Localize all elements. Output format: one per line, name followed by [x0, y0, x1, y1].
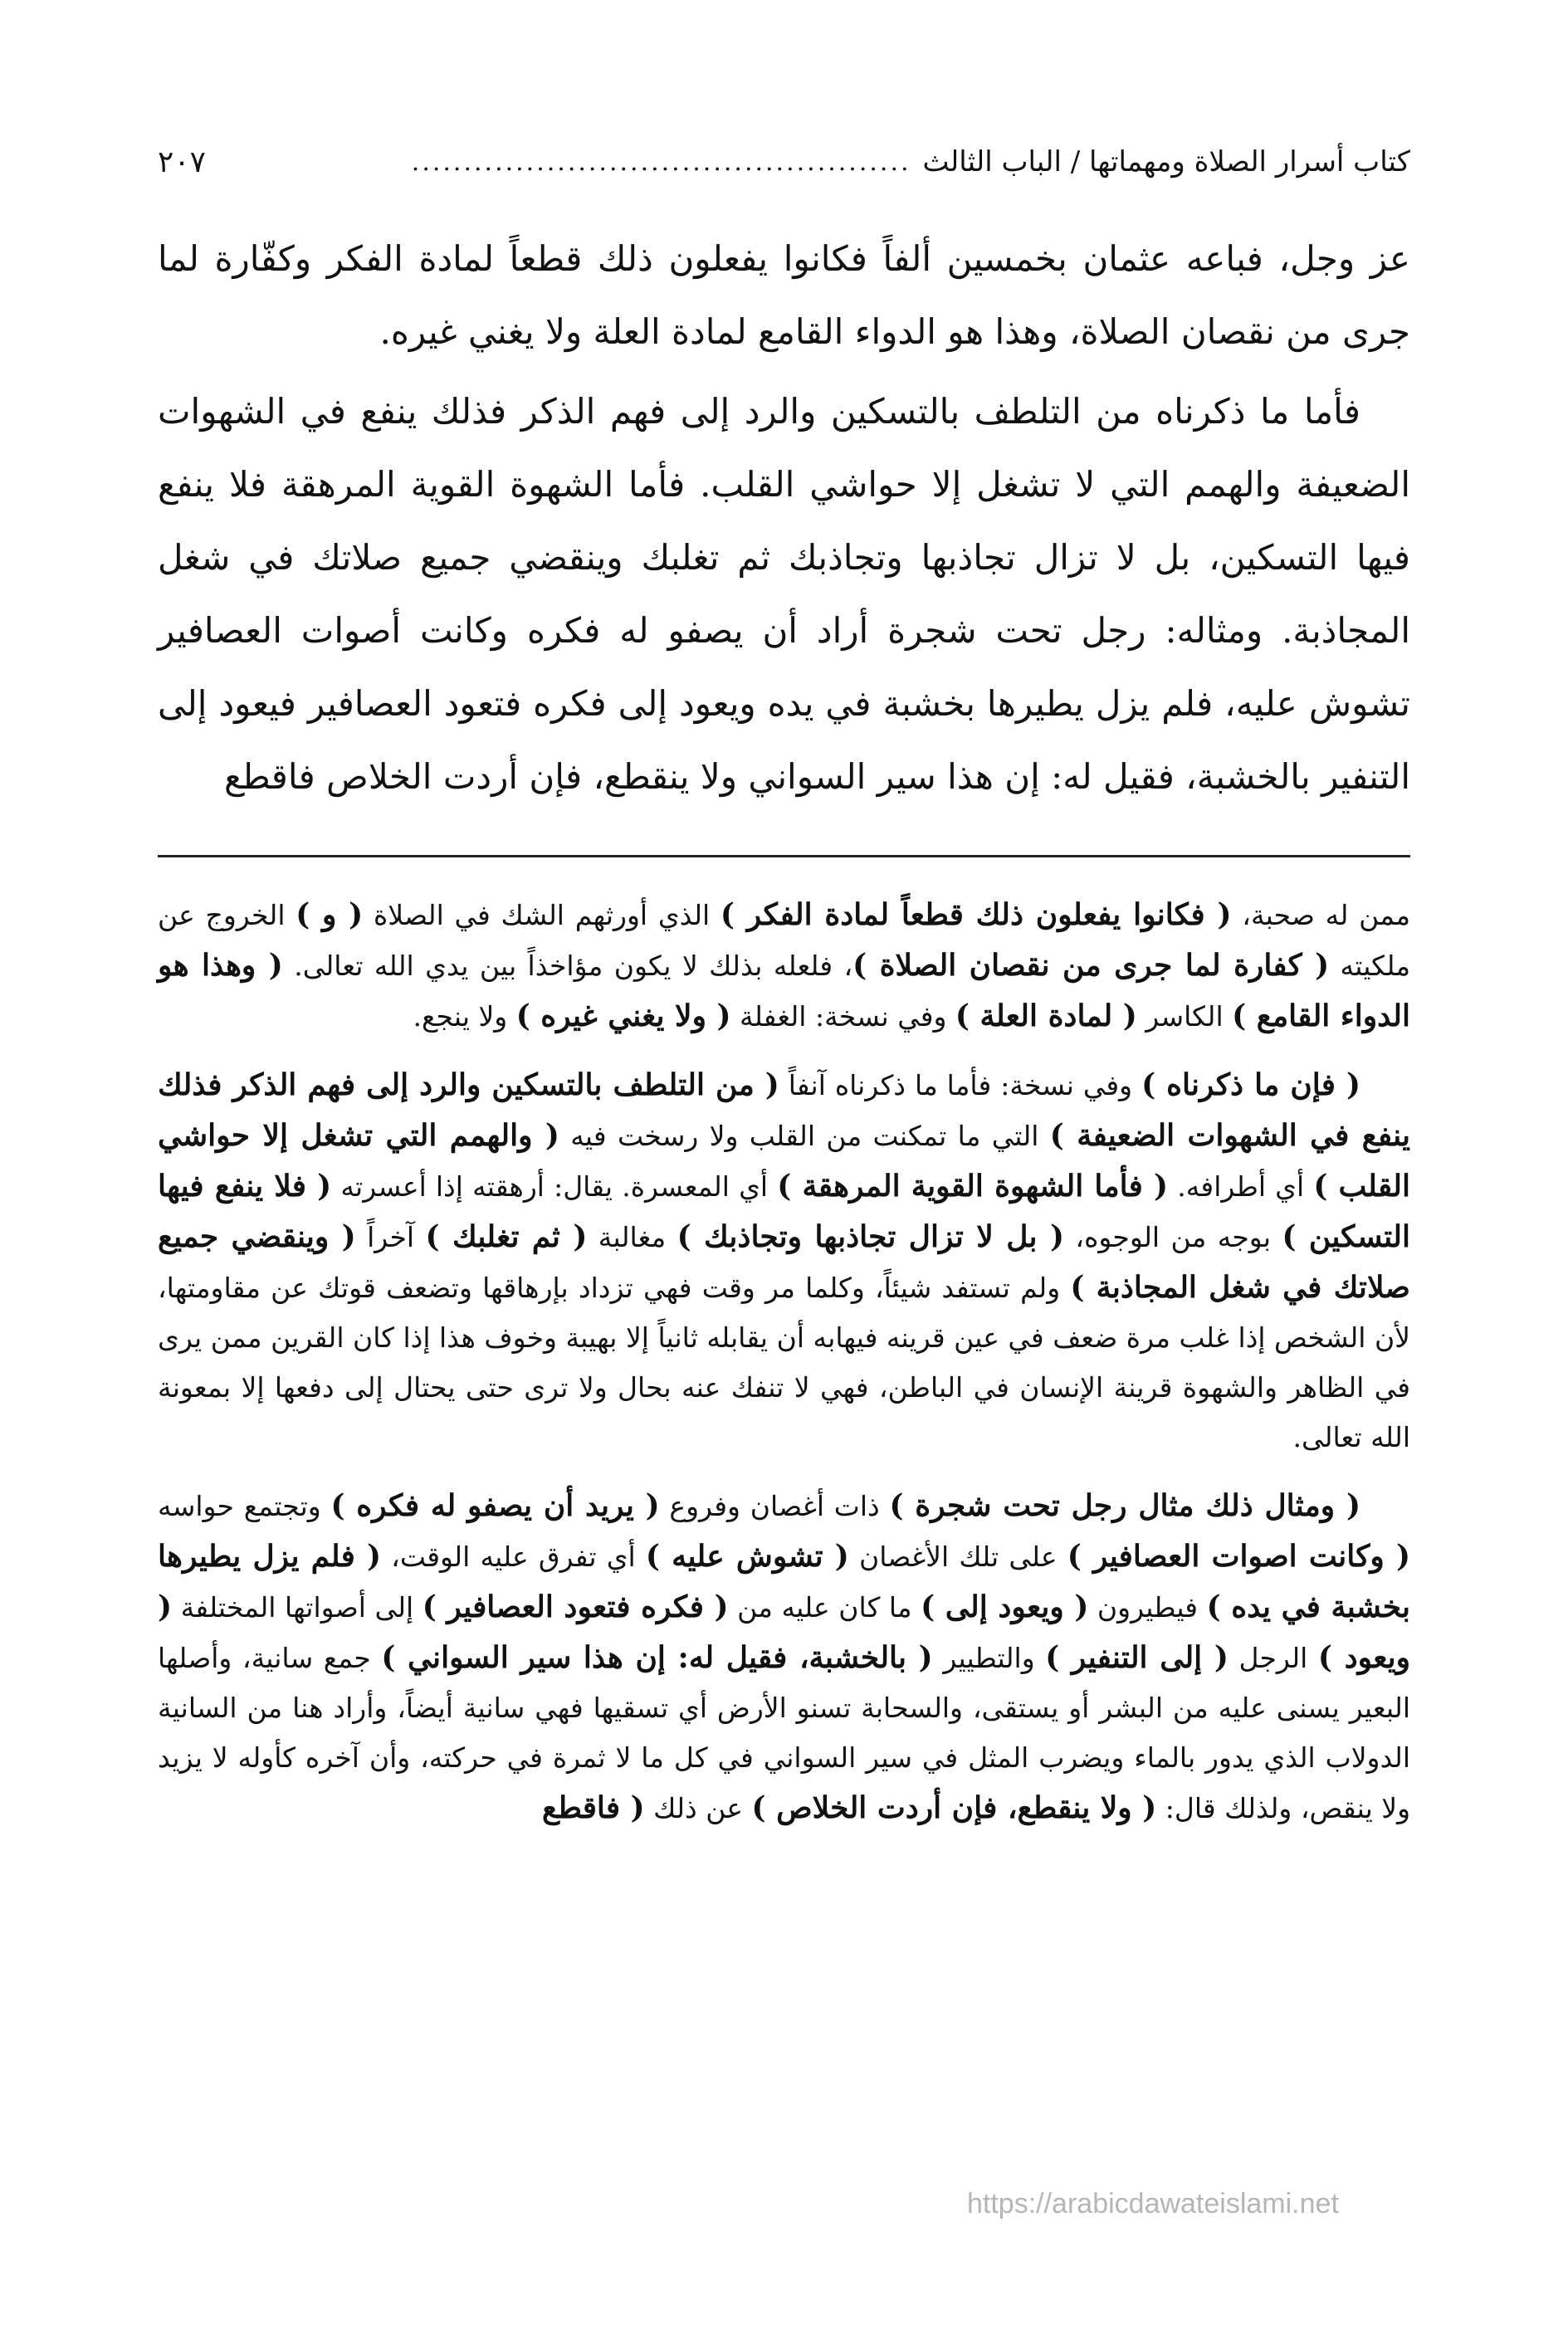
quoted-matn: ( فإن ما ذكرناه ) [1141, 1067, 1361, 1102]
header-title: كتاب أسرار الصلاة ومهماتها / الباب الثالث [922, 145, 1410, 178]
commentary-text: وفي نسخة: فأما ما ذكرناه آنفاً [779, 1069, 1142, 1101]
watermark-url: https://arabicdawateislami.net [967, 2188, 1339, 2219]
quoted-matn: ( ومثال ذلك مثال رجل تحت شجرة ) [889, 1488, 1360, 1523]
commentary-paragraph-1 [158, 890, 1410, 1042]
commentary-text: أي تفرق عليه الوقت، [381, 1541, 646, 1573]
commentary-text: بوجه من الوجوه، [1064, 1221, 1282, 1253]
main-paragraph-1: عز وجل، فباعه عثمان بخمسين ألفاً فكانوا يفعلون ذلك قطعاً لمادة الفكر وكفّارة لما جرى من نقصان الصلاة، وهذا هو الدواء القامع لمادة العلة ولا يغني غيره. [158, 238, 1410, 352]
commentary-text: عن ذلك [644, 1792, 752, 1824]
footnote-separator [158, 855, 1410, 857]
quoted-matn: ( إلى التنفير ) [1045, 1640, 1229, 1675]
commentary-text: أي المعسرة. يقال: أرهقته إذا أعسرته [331, 1170, 778, 1203]
quoted-matn: ( فاقطع [542, 1790, 645, 1825]
page-number: ٢٠٧ [158, 144, 207, 179]
commentary-text: ممن له صحبة، [1231, 899, 1410, 931]
quoted-matn: ( فأما الشهوة القوية المرهقة ) [777, 1169, 1169, 1204]
commentary-text: الرجل [1228, 1642, 1318, 1674]
quoted-matn: ( وهذا هو الدواء القامع ) [158, 948, 1410, 1033]
quoted-matn: ( بل لا تزال تجاذبها وتجاذبك ) [677, 1219, 1065, 1254]
quoted-matn: ( فلم يزل يطيرها بخشبة في يده ) [158, 1539, 1411, 1624]
commentary-text: الكاسر [1136, 1000, 1233, 1033]
header-dots: ................................................ [411, 147, 911, 177]
commentary-text: ذات أغصان وفروع [659, 1490, 890, 1522]
commentary-text: الخروج عن ملكيته [158, 899, 1410, 982]
quoted-matn: ( ولا يغني غيره ) [515, 999, 731, 1033]
quoted-matn: ( تشوش عليه ) [645, 1539, 849, 1574]
running-header [158, 137, 1410, 187]
quoted-matn: ( بالخشبة، فقيل له: إن هذا سير السواني ) [381, 1640, 933, 1675]
quoted-matn: ( ويعود ) [158, 1590, 1410, 1675]
main-paragraph-2: فأما ما ذكرناه من التلطف بالتسكين والرد إلى فهم الذكر فذلك ينفع في الشهوات الضعيفة والهمم التي لا تشغل إلا حواشي القلب. فأما الشهوة القوية المرهقة فلا ينفع فيها التسكين، بل لا تزال تجاذبها وتجاذبك ثم تغلبك وينقضي جميع صلاتك في شغل المجاذبة. ومثاله: رجل تحت شجرة أراد أن يصفو له فكره وكانت أصوات العصافير تشوش عليه، فلم يزل يطيرها بخشبة في يده ويعود إلى فكره فتعود العصافير فيعود إلى التنفير بالخشبة، فقيل له: إن هذا سير السواني ولا ينقطع، فإن أردت الخلاص فاقطع [158, 391, 1410, 797]
commentary-paragraph-3 [158, 1481, 1410, 1834]
main-text [158, 222, 1410, 820]
commentary-text: التي ما تمكنت من القلب ولا رسخت فيه [559, 1120, 1050, 1152]
commentary-text: والتطيير [932, 1642, 1046, 1674]
commentary-text: وتجتمع حواسه [158, 1490, 331, 1522]
commentary-text: مغالبة [587, 1221, 677, 1253]
commentary-text: أي أطرافه. [1168, 1170, 1314, 1203]
commentary-text: على تلك الأغصان [848, 1541, 1067, 1573]
quoted-matn: ( كفارة لما جرى من نقصان الصلاة ) [852, 948, 1330, 983]
quoted-matn: ( والهمم التي تشغل إلا حواشي القلب ) [158, 1118, 1411, 1204]
quoted-matn: ( و ) [296, 897, 364, 932]
quoted-matn: ( يريد أن يصفو له فكره ) [330, 1488, 660, 1523]
quoted-matn: ( من التلطف بالتسكين والرد إلى فهم الذكر فذلك ينفع في الشهوات الضعيفة ) [158, 1067, 1410, 1153]
quoted-matn: ( لمادة العلة ) [955, 999, 1137, 1033]
commentary-text: الذي أورثهم الشك في الصلاة [363, 899, 720, 931]
commentary [158, 890, 1410, 1852]
quoted-matn: ( ولا ينقطع، فإن أردت الخلاص ) [751, 1790, 1157, 1825]
quoted-matn: ( وينقضي جميع صلاتك في شغل المجاذبة ) [158, 1219, 1410, 1305]
commentary-paragraph-2 [158, 1060, 1410, 1463]
commentary-text: آخراً [355, 1221, 426, 1253]
commentary-text: ولا ينجع. [413, 1000, 516, 1033]
quoted-matn: ( ثم تغلبك ) [425, 1219, 588, 1254]
quoted-matn: ( وكانت اصوات العصافير ) [1067, 1539, 1410, 1574]
commentary-text: وفي نسخة: الغفلة [730, 1000, 955, 1033]
commentary-text: فيطيرون [1088, 1591, 1207, 1624]
commentary-text: ما كان عليه من [728, 1591, 921, 1624]
quoted-matn: ( فكره فتعود العصافير ) [422, 1590, 729, 1624]
quoted-matn: ( فلا ينفع فيها التسكين ) [158, 1169, 1411, 1254]
commentary-text: جمع سانية، وأصلها البعير يسنى عليه من البشر أو يستقى، والسحابة تسنو الأرض أي تسقيها فهي سانية أيضاً، وأراد هنا من السانية الدولاب الذي يدور بالماء ويضرب المثل في سير السواني في كل ما لا ثمرة في حركته، وأن آخره كأوله لا يزيد ولا ينقص، ولذلك قال: [158, 1642, 1410, 1824]
commentary-text: ، فلعله بذلك لا يكون مؤاخذاً بين يدي الله تعالى. [282, 950, 853, 982]
commentary-text: إلى أصواتها المختلفة [172, 1591, 423, 1624]
quoted-matn: ( ويعود إلى ) [921, 1590, 1089, 1624]
commentary-text: ولم تستفد شيئاً، وكلما مر وقت فهي تزداد بإرهاقها وتضعف قوتك عن مقاومتها، لأن الشخص إذا غلب مرة ضعف في عين قرينه فيهابه أن يقابله ثانياً إلا بهيبة وخوف هذا إذا كان القرين ممن يرى في الظاهر والشهوة قرينة الإنسان في الباطن، فهي لا تنفك عنه بحال ولا ترى حتى يحتال إلى دفعها إلا بمعونة الله تعالى. [158, 1272, 1410, 1453]
quoted-matn: ( فكانوا يفعلون ذلك قطعاً لمادة الفكر ) [720, 897, 1232, 932]
